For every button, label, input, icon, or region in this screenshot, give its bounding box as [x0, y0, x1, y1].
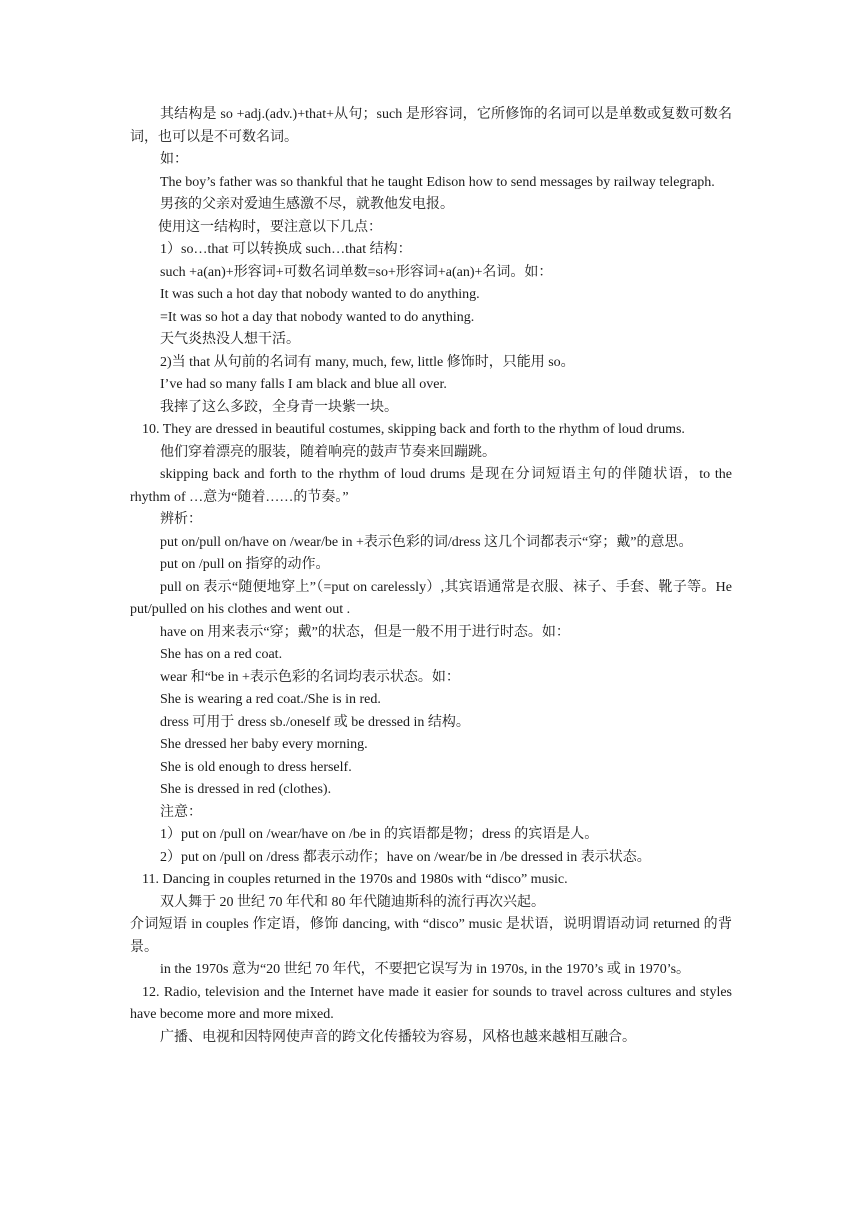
paragraph-such-formula: such +a(an)+形容词+可数名词单数=so+形容词+a(an)+名词。如：: [160, 264, 553, 280]
paragraph-example-wearing: She is wearing a red coat./She is in red.: [160, 692, 381, 707]
paragraph-wear-verbs: put on/pull on/have on /wear/be in +表示色彩的词/dress 这几个词都表示“穿；戴”的意思。: [160, 534, 693, 550]
sentence-11-translation: 双人舞于 20 世纪 70 年代和 80 年代随迪斯科的流行再次兴起。: [160, 894, 545, 910]
paragraph-dress: dress 可用于 dress sb./oneself 或 be dressed in 结构。: [160, 714, 470, 730]
paragraph-example-has-on: She has on a red coat.: [160, 647, 283, 662]
paragraph-wear-be-in: wear 和“be in +表示色彩的名词均表示状态。如：: [160, 669, 460, 685]
paragraph-put-on: put on /pull on 指穿的动作。: [160, 557, 330, 572]
paragraph-example-english: The boy’s father was so thankful that he taught Edison how to send messages by railway telegraph.: [160, 174, 715, 190]
sentence-11: 11. Dancing in couples returned in the 1970s and 1980s with “disco” music.: [142, 872, 568, 887]
paragraph-example-so: =It was so hot a day that nobody wanted to do anything.: [160, 309, 475, 325]
paragraph-pull-on: pull on 表示“随便地穿上”（=put on carelessly）,其宾语通常是衣服、袜子、手套、靴子等。He put/pulled on his clothes and went out .: [130, 579, 732, 617]
paragraph-point-2: 2)当 that 从句前的名词有 many, much, few, little 修饰时，只能用 so。: [160, 354, 575, 370]
paragraph-example-dress-herself: She is old enough to dress herself.: [160, 759, 352, 775]
paragraph-note-2: 2）put on /pull on /dress 都表示动作；have on /wear/be in /be dressed in 表示状态。: [160, 849, 651, 865]
paragraph-example-such: It was such a hot day that nobody wanted to do anything.: [160, 287, 480, 302]
paragraph-note-1: 1）put on /pull on /wear/have on /be in 的宾语都是物；dress 的宾语是人。: [160, 827, 599, 842]
paragraph-usage-points: 使用这一结构时，要注意以下几点：: [158, 219, 382, 235]
sentence-10: 10. They are dressed in beautiful costumes, skipping back and forth to the rhythm of loud drums.: [142, 422, 685, 437]
paragraph-1970s-note: in the 1970s 意为“20 世纪 70 年代，不要把它误写为 in 1970s, in the 1970’s 或 in 1970’s。: [160, 962, 691, 977]
sentence-10-translation: 他们穿着漂亮的服装，随着响亮的鼓声节奏来回蹦跳。: [160, 444, 496, 460]
paragraph-example-falls: I’ve had so many falls I am black and blue all over.: [160, 377, 447, 392]
paragraph-example-dressed-baby: She dressed her baby every morning.: [160, 737, 368, 752]
sentence-10-analysis: skipping back and forth to the rhythm of loud drums 是现在分词短语主句的伴随状语，to the rhythm of …意为“随着……的节奏。”: [130, 467, 732, 505]
paragraph-note-label: 注意：: [160, 804, 202, 820]
document-body: [130, 104, 732, 1049]
paragraph-discrimination-label: 辨析：: [160, 512, 202, 527]
paragraph-point-1: 1）so…that 可以转换成 such…that 结构：: [160, 242, 412, 257]
paragraph-structure-note: 其结构是 so +adj.(adv.)+that+从句；such 是形容词，它所修饰的名词可以是单数或复数可数名词，也可以是不可数名词。: [130, 107, 732, 145]
paragraph-example-label: 如：: [160, 152, 188, 167]
paragraph-example-dressed-red: She is dressed in red (clothes).: [160, 782, 332, 797]
sentence-12: 12. Radio, television and the Internet have made it easier for sounds to travel across cultures and styles have become more and more mixed.: [130, 984, 732, 1022]
sentence-12-translation: 广播、电视和因特网使声音的跨文化传播较为容易，风格也越来越相互融合。: [160, 1029, 636, 1045]
paragraph-example-translation: 天气炎热没人想干活。: [160, 332, 300, 347]
sentence-11-analysis: 介词短语 in couples 作定语，修饰 dancing, with “disco” music 是状语，说明谓语动词 returned 的背景。: [130, 917, 732, 955]
paragraph-have-on: have on 用来表示“穿；戴”的状态，但是一般不用于进行时态。如：: [160, 624, 570, 640]
paragraph-example-chinese: 男孩的父亲对爱迪生感激不尽，就教他发电报。: [160, 197, 454, 212]
paragraph-example-falls-translation: 我摔了这么多跤，全身青一块紫一块。: [160, 399, 398, 415]
